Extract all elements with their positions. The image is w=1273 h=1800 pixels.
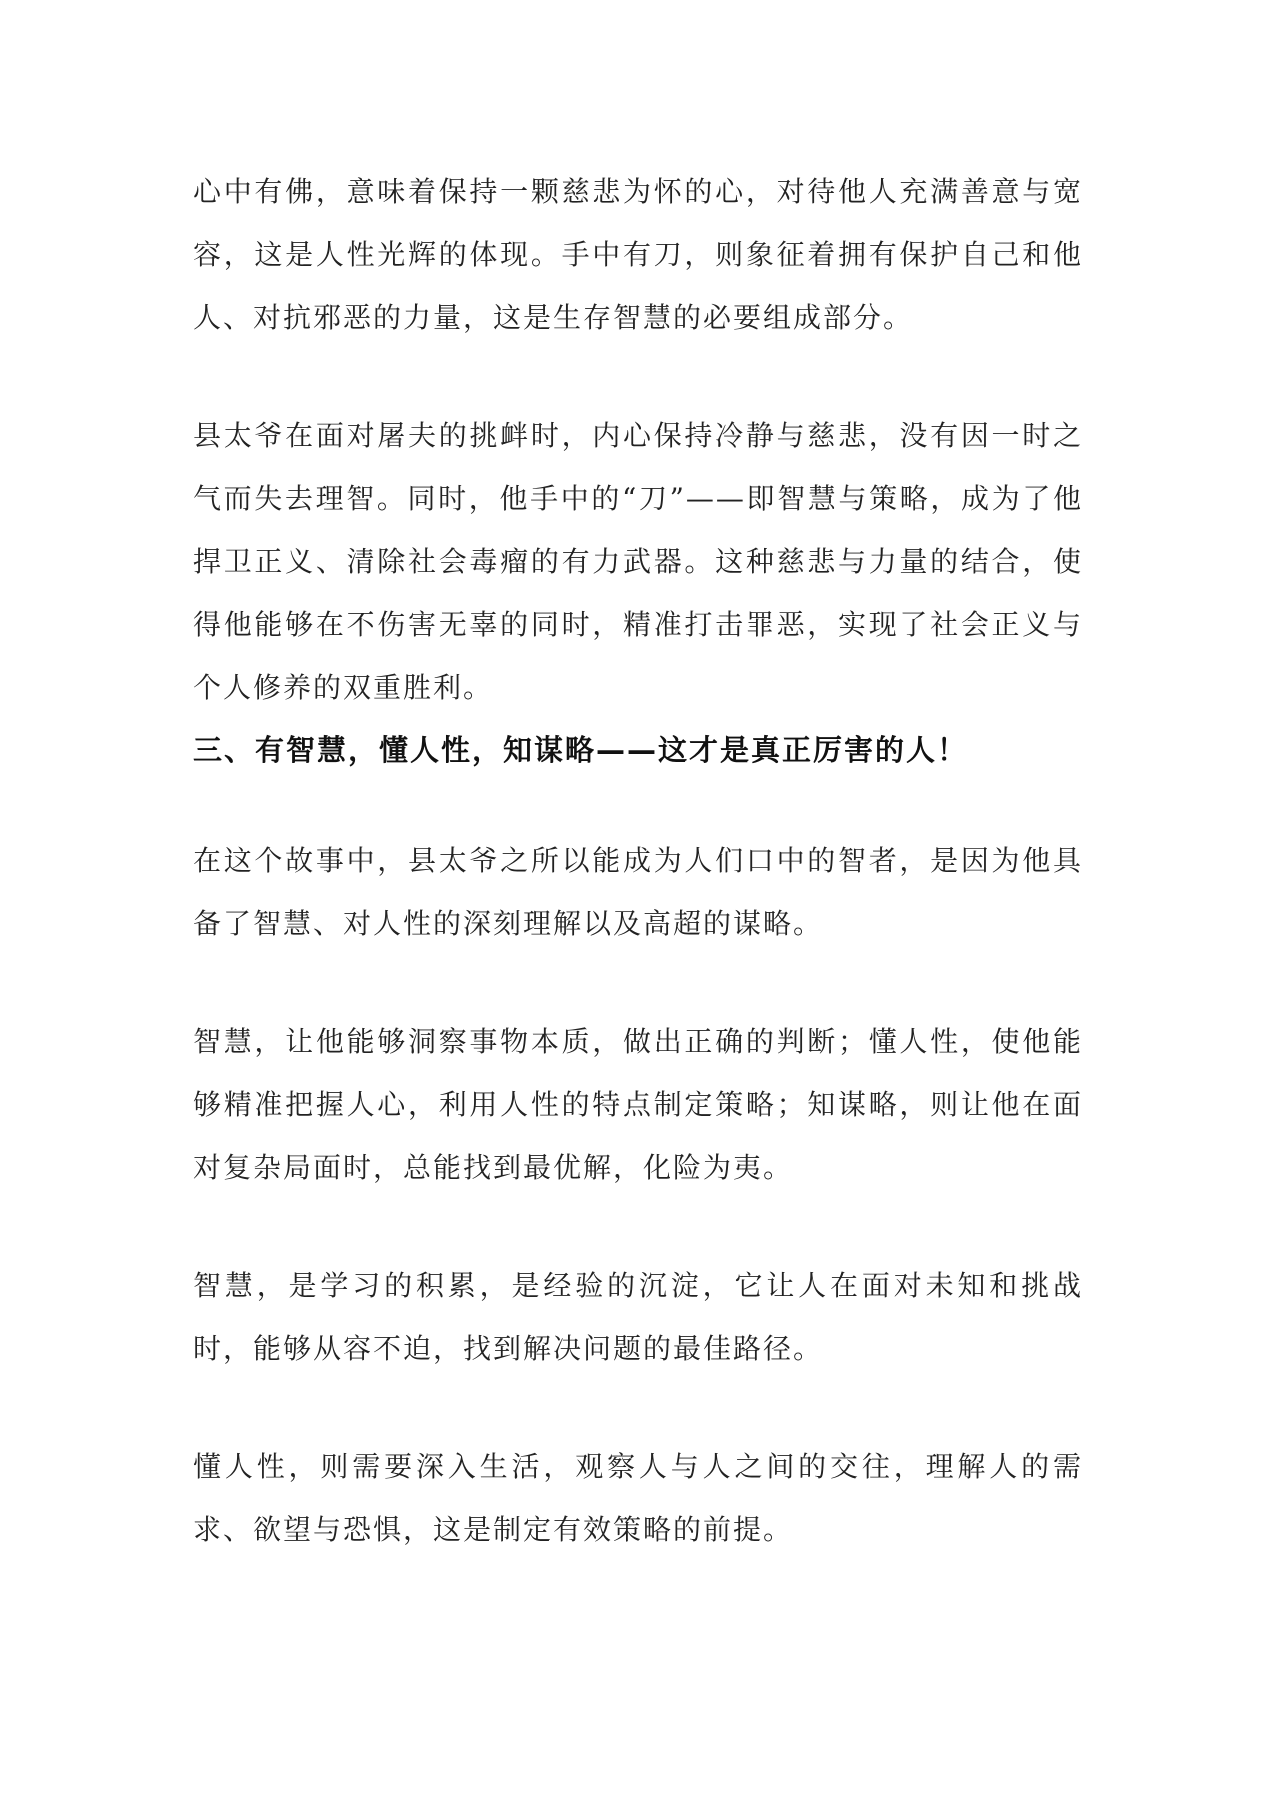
section-heading: 三、有智慧，懂人性，知谋略——这才是真正厉害的人！: [193, 733, 969, 767]
paragraph-understanding-humanity: 懂人性，则需要深入生活，观察人与人之间的交往，理解人的需求、欲望与恐惧，这是制定有效策略的前提。: [193, 1450, 1083, 1546]
paragraph-wisdom-insight: 智慧，让他能够洞察事物本质，做出正确的判断；懂人性，使他能够精准把握人心，利用人性的特点制定策略；知谋略，则让他在面对复杂局面时，总能找到最优解，化险为夷。: [193, 1025, 1083, 1184]
paragraph-wise-magistrate: 在这个故事中，县太爷之所以能成为人们口中的智者，是因为他具备了智慧、对人性的深刻理解以及高超的谋略。: [193, 844, 1083, 940]
paragraph-wisdom-accumulation: 智慧，是学习的积累，是经验的沉淀，它让人在面对未知和挑战时，能够从容不迫，找到解决问题的最佳路径。: [193, 1269, 1083, 1365]
paragraph-magistrate-calm: 县太爷在面对屠夫的挑衅时，内心保持冷静与慈悲，没有因一时之气而失去理智。同时，他手中的“刀”——即智慧与策略，成为了他捍卫正义、清除社会毒瘤的有力武器。这种慈悲与力量的结合，使得他能够在不伤害无辜的同时，精准打击罪恶，实现了社会正义与个人修养的双重胜利。: [193, 419, 1083, 704]
document-body: [193, 160, 1083, 1561]
paragraph-buddha-and-knife: 心中有佛，意味着保持一颗慈悲为怀的心，对待他人充满善意与宽容，这是人性光辉的体现。手中有刀，则象征着拥有保护自己和他人、对抗邪恶的力量，这是生存智慧的必要组成部分。: [193, 175, 1083, 334]
